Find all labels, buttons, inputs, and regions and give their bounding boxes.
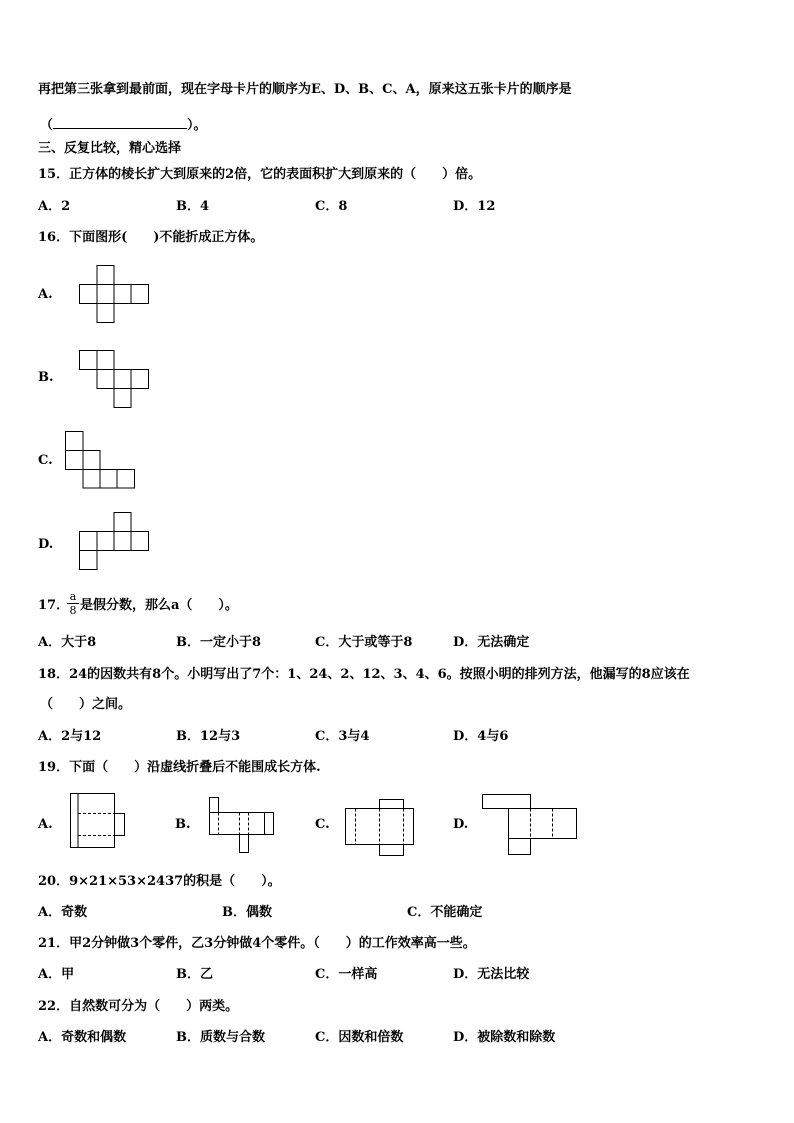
q19-label-d: D. — [453, 817, 469, 832]
q16-net-d — [79, 512, 151, 570]
q21-option-b: B．乙 — [176, 967, 213, 982]
q21-option-d: D．无法比较 — [453, 967, 530, 982]
q15-option-c: C．8 — [315, 199, 348, 214]
q19-net-a — [70, 793, 126, 849]
q20-stem: 20．9×21×53×2437的积是（ ）。 — [38, 874, 281, 889]
q14-answer-line — [40, 116, 207, 134]
q16-stem: 16．下面图形( )不能折成正方体。 — [38, 230, 264, 245]
q19-net-c — [345, 799, 415, 857]
q16-label-a: A. — [38, 287, 53, 302]
q17-option-b: B．一定小于8 — [176, 635, 262, 650]
q16-label-b: B. — [38, 370, 54, 385]
open-paren: （ — [40, 118, 54, 133]
q16-label-c: C. — [38, 453, 53, 468]
fraction-numerator: a — [69, 590, 77, 603]
q19-label-b: B. — [175, 817, 191, 832]
q18-option-a: A．2与12 — [38, 729, 102, 744]
q21-option-c: C．一样高 — [315, 967, 378, 982]
q18-stem-line1: 18．24的因数共有8个。小明写出了7个：1、24、2、12、3、4、6。按照小明的排列方法，他漏写的8应该在 — [38, 667, 690, 682]
q16-net-b — [79, 350, 151, 408]
q19-stem: 19．下面（ ）沿虚线折叠后不能围成长方体. — [38, 760, 321, 775]
q22-option-a: A．奇数和偶数 — [38, 1030, 127, 1045]
answer-blank — [53, 116, 187, 129]
q22-option-d: D．被除数和除数 — [453, 1030, 556, 1045]
q15-option-a: A．2 — [38, 199, 71, 214]
q21-stem: 21．甲2分钟做3个零件，乙3分钟做4个零件。（ ）的工作效率高一些。 — [38, 936, 476, 951]
q21-option-a: A．甲 — [38, 967, 75, 982]
q19-net-b — [209, 797, 275, 855]
q22-option-b: B．质数与合数 — [176, 1030, 265, 1045]
q17-option-c: C．大于或等于8 — [315, 635, 413, 650]
q16-net-a — [79, 265, 151, 323]
q17-option-a: A．大于8 — [38, 635, 97, 650]
q22-option-c: C．因数和倍数 — [315, 1030, 404, 1045]
close-paren: ）。 — [187, 118, 207, 133]
q18-option-d: D．4与6 — [453, 729, 509, 744]
q16-label-d: D. — [38, 537, 54, 552]
q22-stem: 22．自然数可分为（ ）两类。 — [38, 999, 239, 1014]
q18-option-c: C．3与4 — [315, 729, 370, 744]
q15-option-b: B．4 — [176, 199, 210, 214]
q19-label-a: A. — [38, 817, 53, 832]
q17-stem: 是假分数，那么a（ ）。 — [80, 598, 238, 613]
q20-option-a: A．奇数 — [38, 905, 88, 920]
q15-option-d: D．12 — [453, 199, 496, 214]
q19-label-c: C. — [315, 817, 330, 832]
q20-option-b: B．偶数 — [222, 905, 272, 920]
q19-net-d — [482, 794, 578, 856]
q17-option-d: D．无法确定 — [453, 635, 530, 650]
fraction-denominator: 8 — [69, 604, 77, 617]
q14-text-line: 再把第三张拿到最前面，现在字母卡片的顺序为E、D、B、C、A，原来这五张卡片的顺序是 — [38, 82, 572, 97]
q15-stem: 15．正方体的棱长扩大到原来的2倍，它的表面积扩大到原来的（ ）倍。 — [38, 167, 482, 182]
q17-number: 17． — [38, 598, 70, 613]
q20-option-c: C．不能确定 — [407, 905, 483, 920]
q18-stem-line2: （ ）之间。 — [40, 697, 132, 712]
q18-option-b: B．12与3 — [176, 729, 241, 744]
q17-fraction — [67, 591, 79, 616]
section-title: 三、反复比较，精心选择 — [38, 141, 182, 156]
q16-net-c — [65, 431, 137, 489]
